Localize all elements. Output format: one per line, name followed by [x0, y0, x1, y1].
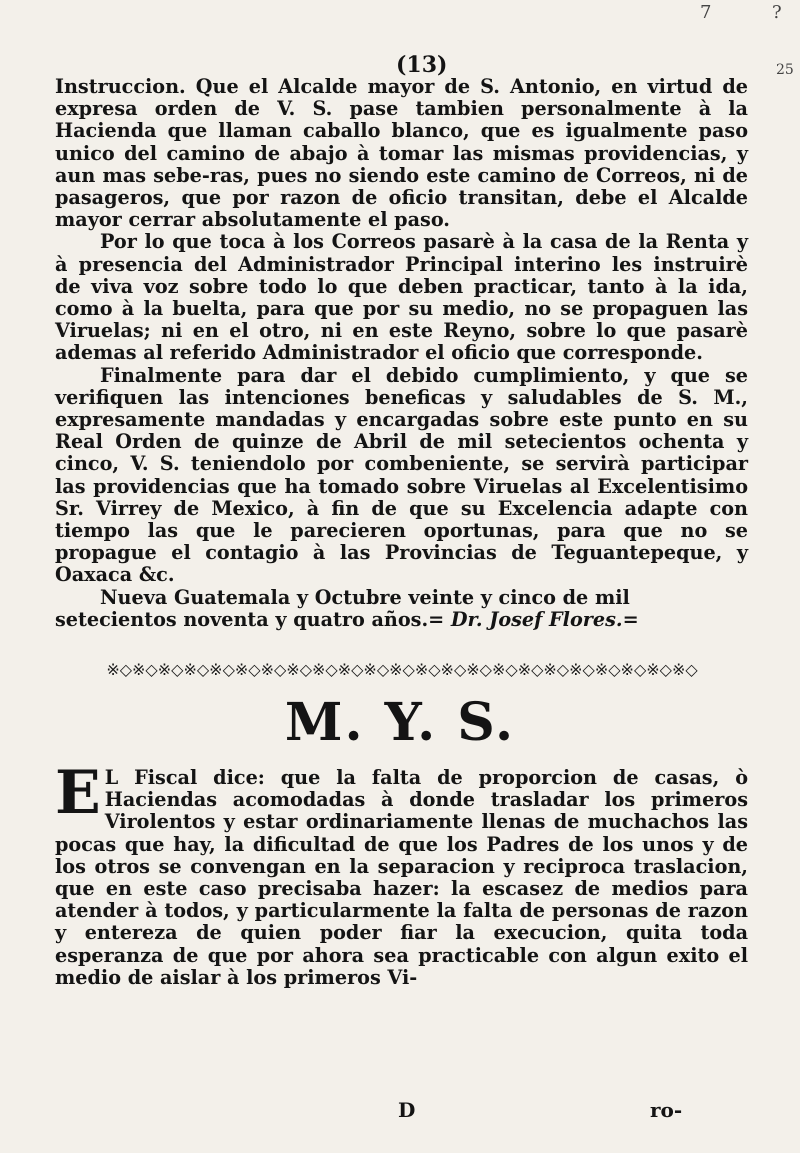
instruction-section [55, 76, 748, 631]
page-number: (13) [396, 52, 448, 78]
signature-mark: D [398, 1098, 416, 1122]
margin-note-3: 25 [776, 62, 794, 78]
signature: Dr. Josef Flores.= [450, 607, 639, 631]
margin-note-2: ? [772, 2, 782, 23]
date-line: Nueva Guatemala y Octubre veinte y cinco de mil setecientos noventa y quatro años.= [55, 585, 630, 631]
catchword: ro- [650, 1098, 683, 1122]
fiscal-text: L Fiscal dice: que la falta de proporcion de casas, ò Haciendas acomodadas à donde trasladar los primeros Virolentos y estar ordinariamente llenas de muchachos las pocas que hay, la dificultad de que los Padres de los unos y de los otros se convengan en la separacion y reciproca traslacion, que en este caso precisaba hazer: la escasez de medios para atender à todos, y particularmente la falta de personas de razon y entereza de quien poder fiar la execucion, quita toda esperanza de que por ahora sea practicable con algun exito el medio de aislar à los primeros Vi- [55, 766, 748, 989]
ornament-divider: ※◇※◇※◇※◇※◇※◇※◇※◇※◇※◇※◇※◇※◇※◇※◇※◇※◇※◇※◇※◇※◇※◇※◇ [106, 660, 698, 678]
drop-cap: E [55, 758, 101, 828]
paragraph-instruccion: Instruccion. Que el Alcalde mayor de S. Antonio, en virtud de expresa orden de V. S. pase tambien personalmente à la Hacienda que llaman caballo blanco, que es igualmente paso unico del camino de abajo à tomar las mismas providencias, y aun mas sebe-ras, pues no siendo este camino de Correos, ni de pasageros, que por razon de oficio transitan, debe el Alcalde mayor cerrar absolutamente el paso. [55, 75, 748, 232]
paragraph-date [55, 587, 748, 631]
paragraph-correos: Por lo que toca à los Correos pasarè à la casa de la Renta y à presencia del Administrador Principal interino les instruirè de viva voz sobre todo lo que deben practicar, tanto à la ida, como à la buelta, para que por su medio, no se propaguen las Viruelas; ni en el otro, ni en este Reyno, sobre lo que pasarè ademas al referido Administrador el oficio que corresponde. [55, 230, 748, 365]
fiscal-section [55, 758, 748, 989]
section-heading: M. Y. S. [284, 692, 516, 753]
margin-note-1: 7 [700, 2, 712, 23]
paragraph-finalmente: Finalmente para dar el debido cumplimiento, y que se verifiquen las intenciones beneficas y saludables de S. M., expresamente mandadas y encargadas sobre este punto en su Real Orden de quinze de Abril de mil setecientos ochenta y cinco, V. S. teniendolo por combeniente, se servirà participar las providencias que ha tomado sobre Viruelas al Excelentisimo Sr. Virrey de Mexico, à fin de que su Excelencia adapte con tiempo las que le parecieren oportunas, para que no se propague el contagio à las Provincias de Teguantepeque, y Oaxaca &c. [55, 363, 748, 587]
